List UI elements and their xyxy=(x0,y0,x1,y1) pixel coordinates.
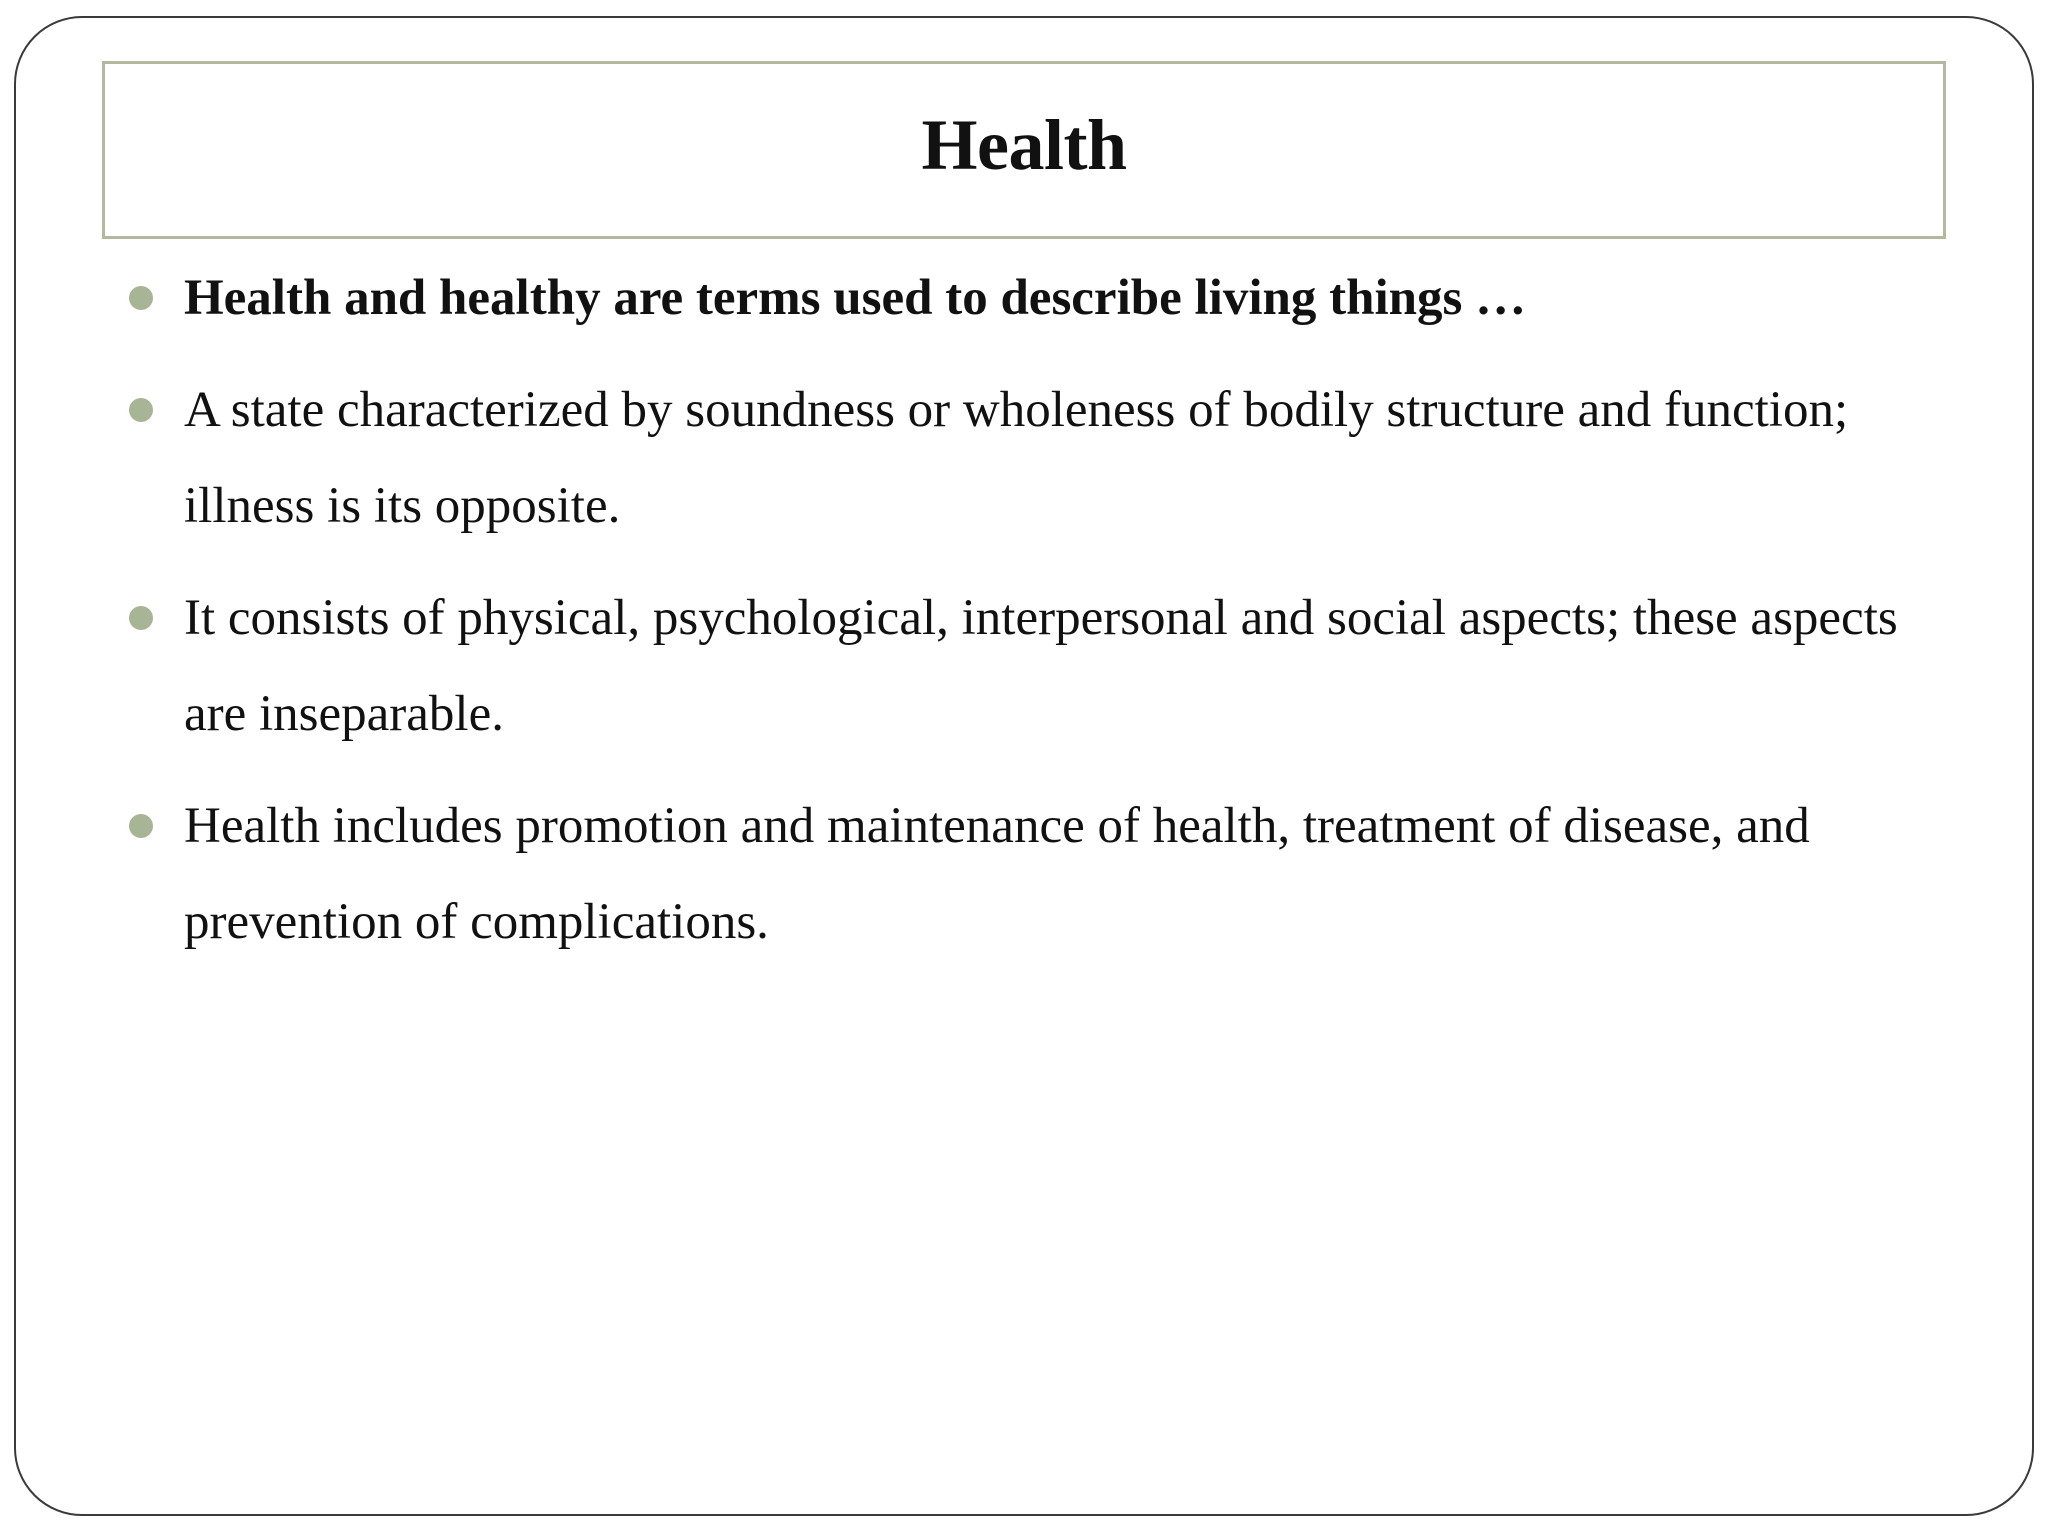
slide-title: Health xyxy=(921,104,1127,185)
bullet-text: Health includes promotion and maintenance of health, treatment of disease, and prevention of complications. xyxy=(184,798,1810,950)
bullet-item xyxy=(184,778,1904,970)
bullet-dot-icon xyxy=(129,814,153,838)
bullet-text: Health and healthy are terms used to describe living things … xyxy=(184,270,1527,326)
bullet-item xyxy=(184,362,1904,554)
bullet-dot-icon xyxy=(129,286,153,310)
bullet-text: It consists of physical, psychological, interpersonal and social aspects; these aspects are inseparable. xyxy=(184,590,1898,742)
bullet-dot-icon xyxy=(129,398,153,422)
bullet-dot-icon xyxy=(129,606,153,630)
bullet-item xyxy=(184,250,1904,346)
bullet-text: A state characterized by soundness or wholeness of bodily structure and function; illness is its opposite. xyxy=(184,382,1849,534)
bullet-item xyxy=(184,570,1904,762)
